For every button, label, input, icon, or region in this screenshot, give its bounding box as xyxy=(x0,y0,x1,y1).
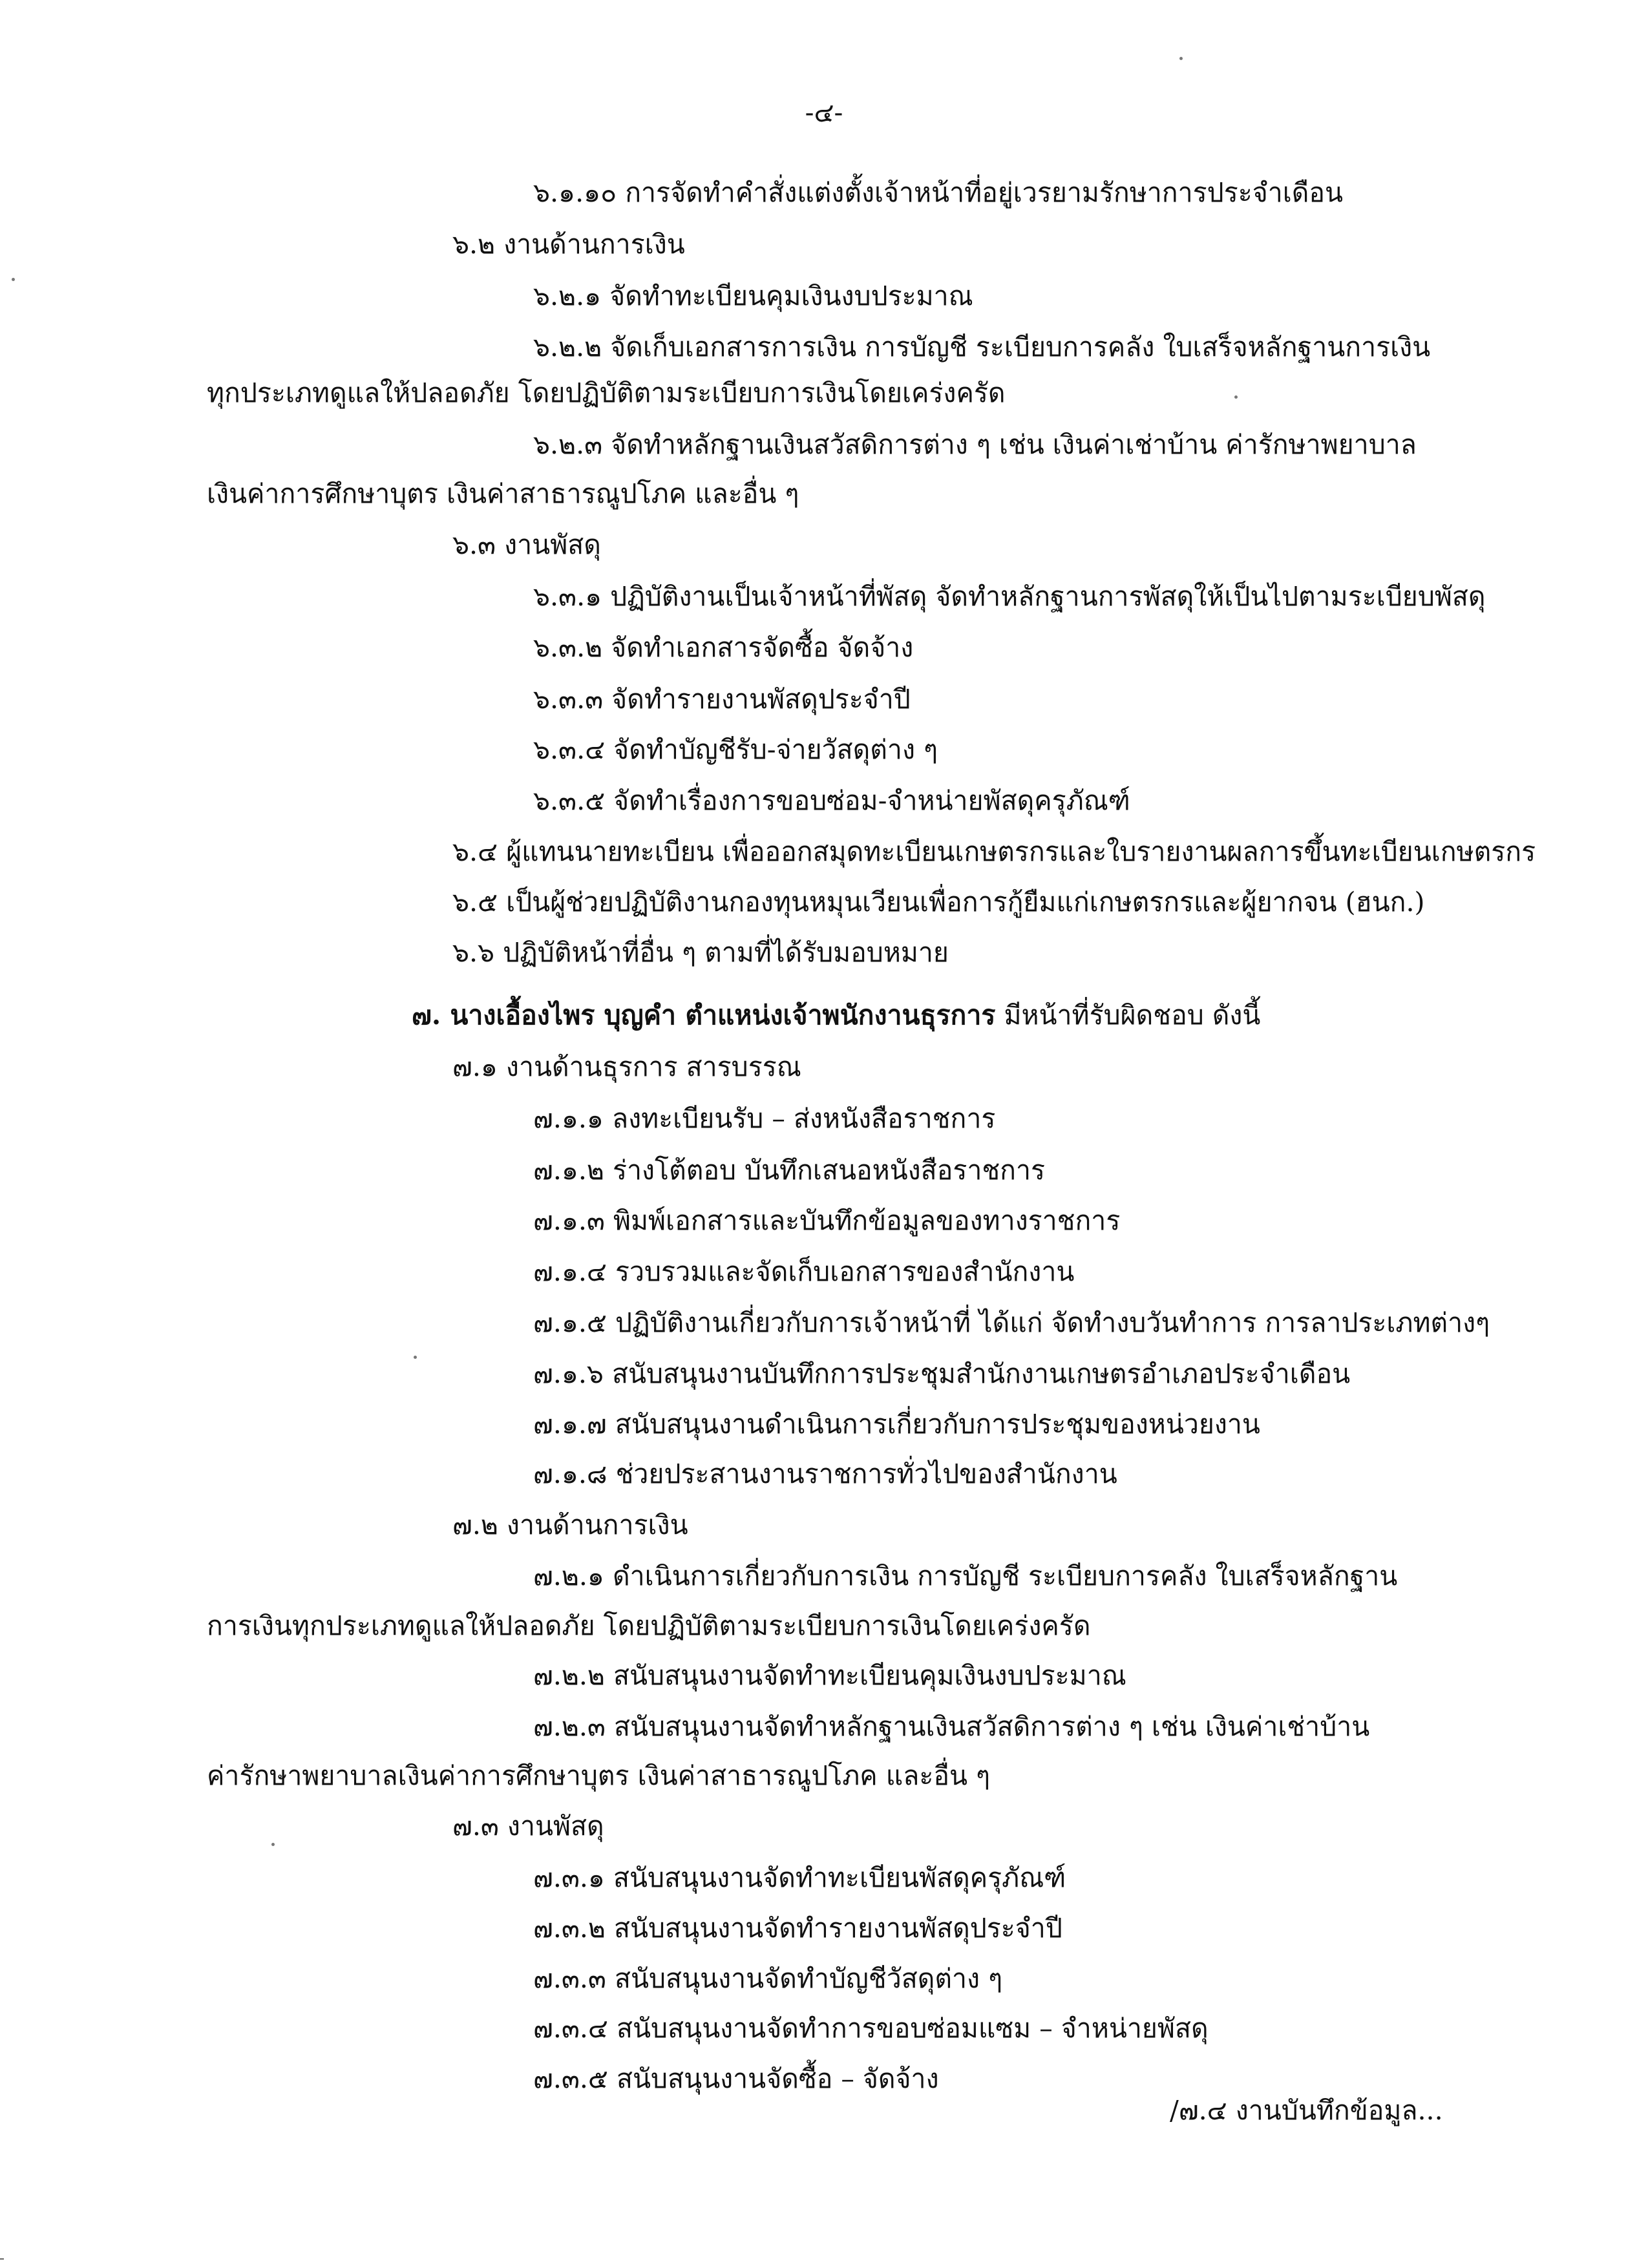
item-7-1-heading: ๗.๑ งานด้านธุรการ สารบรรณ xyxy=(452,1051,801,1082)
item-7-2-2: ๗.๒.๒ สนับสนุนงานจัดทำทะเบียนคุมเงินงบประมาณ xyxy=(533,1660,1126,1691)
item-6-2-3: ๖.๒.๓ จัดทำหลักฐานเงินสวัสดิการต่าง ๆ เช่น เงินค่าเช่าบ้าน ค่ารักษาพยาบาล xyxy=(533,429,1417,460)
item-6-3-5: ๖.๓.๕ จัดทำเรื่องการขอบซ่อม-จำหน่ายพัสดุครุภัณฑ์ xyxy=(533,785,1130,816)
page-number: -๔- xyxy=(805,97,843,128)
scan-speck xyxy=(271,1843,275,1846)
item-6-2-2: ๖.๒.๒ จัดเก็บเอกสารการเงิน การบัญชี ระเบียบการคลัง ใบเสร็จหลักฐานการเงิน xyxy=(533,331,1431,362)
item-7-1-6: ๗.๑.๖ สนับสนุนงานบันทึกการประชุมสำนักงานเกษตรอำเภอประจำเดือน xyxy=(533,1358,1351,1389)
item-6-3-heading: ๖.๓ งานพัสดุ xyxy=(452,529,601,560)
item-6-4: ๖.๔ ผู้แทนนายทะเบียน เพื่อออกสมุดทะเบียนเกษตรกรและใบรายงานผลการขึ้นทะเบียนเกษตรกร xyxy=(452,836,1536,867)
item-7-1-1: ๗.๑.๑ ลงทะเบียนรับ – ส่งหนังสือราชการ xyxy=(533,1103,996,1134)
scan-speck xyxy=(1234,395,1238,399)
item-6-2-3-continued: เงินค่าการศึกษาบุตร เงินค่าสาธารณูปโภค และอื่น ๆ xyxy=(207,478,799,509)
item-6-5: ๖.๕ เป็นผู้ช่วยปฏิบัติงานกองทุนหมุนเวียนเพื่อการกู้ยืมแก่เกษตรกรและผู้ยากจน (ฮนก.) xyxy=(452,887,1425,918)
item-6-2-heading: ๖.๒ งานด้านการเงิน xyxy=(452,229,685,260)
item-7-2-heading: ๗.๒ งานด้านการเงิน xyxy=(452,1509,688,1540)
item-7-3-heading: ๗.๓ งานพัสดุ xyxy=(452,1811,604,1842)
item-7-1-3: ๗.๑.๓ พิมพ์เอกสารและบันทึกข้อมูลของทางราชการ xyxy=(533,1205,1121,1236)
item-6-3-2: ๖.๓.๒ จัดทำเอกสารจัดซื้อ จัดจ้าง xyxy=(533,632,914,663)
scan-speck xyxy=(12,278,15,281)
item-6-3-1: ๖.๓.๑ ปฏิบัติงานเป็นเจ้าหน้าที่พัสดุ จัดทำหลักฐานการพัสดุให้เป็นไปตามระเบียบพัสดุ xyxy=(533,581,1486,612)
item-7-1-7: ๗.๑.๗ สนับสนุนงานดำเนินการเกี่ยวกับการประชุมของหน่วยงาน xyxy=(533,1409,1260,1440)
section-7-heading xyxy=(412,998,1260,1032)
item-7-1-4: ๗.๑.๔ รวบรวมและจัดเก็บเอกสารของสำนักงาน xyxy=(533,1256,1075,1287)
item-7-1-5: ๗.๑.๕ ปฏิบัติงานเกี่ยวกับการเจ้าหน้าที่ ได้แก่ จัดทำงบวันทำการ การลาประเภทต่างๆ xyxy=(533,1307,1490,1338)
item-6-6: ๖.๖ ปฏิบัติหน้าที่อื่น ๆ ตามที่ได้รับมอบหมาย xyxy=(452,937,949,968)
item-7-3-5: ๗.๓.๕ สนับสนุนงานจัดซื้อ – จัดจ้าง xyxy=(533,2063,939,2094)
item-7-2-1-continued: การเงินทุกประเภทดูแลให้ปลอดภัย โดยปฏิบัติตามระเบียบการเงินโดยเคร่งครัด xyxy=(207,1610,1091,1641)
item-6-3-4: ๖.๓.๔ จัดทำบัญชีรับ-จ่ายวัสดุต่าง ๆ xyxy=(533,734,938,765)
section-7-heading-bold: ๗. นางเอื้องไพร บุญคำ ตำแหน่งเจ้าพนักงานธุรการ xyxy=(412,1000,996,1031)
scan-speck xyxy=(414,1356,417,1359)
item-7-3-1: ๗.๓.๑ สนับสนุนงานจัดทำทะเบียนพัสดุครุภัณฑ์ xyxy=(533,1862,1066,1893)
item-6-2-1: ๖.๒.๑ จัดทำทะเบียนคุมเงินงบประมาณ xyxy=(533,280,973,311)
scan-speck xyxy=(1179,57,1183,60)
item-7-2-1: ๗.๒.๑ ดำเนินการเกี่ยวกับการเงิน การบัญชี ระเบียบการคลัง ใบเสร็จหลักฐาน xyxy=(533,1560,1398,1591)
item-7-3-2: ๗.๓.๒ สนับสนุนงานจัดทำรายงานพัสดุประจำปี xyxy=(533,1913,1062,1944)
item-6-1-10: ๖.๑.๑๐ การจัดทำคำสั่งแต่งตั้งเจ้าหน้าที่อยู่เวรยามรักษาการประจำเดือน xyxy=(533,177,1344,208)
item-6-2-2-continued: ทุกประเภทดูแลให้ปลอดภัย โดยปฏิบัติตามระเบียบการเงินโดยเคร่งครัด xyxy=(207,377,1006,408)
continuation-reference: /๗.๔ งานบันทึกข้อมูล... xyxy=(1170,2095,1443,2126)
item-7-1-2: ๗.๑.๒ ร่างโต้ตอบ บันทึกเสนอหนังสือราชการ xyxy=(533,1155,1046,1186)
item-7-2-3-continued: ค่ารักษาพยาบาลเงินค่าการศึกษาบุตร เงินค่าสาธารณูปโภค และอื่น ๆ xyxy=(207,1760,991,1791)
section-7-heading-suffix: มีหน้าที่รับผิดชอบ ดังนี้ xyxy=(995,1000,1261,1031)
item-7-1-8: ๗.๑.๘ ช่วยประสานงานราชการทั่วไปของสำนักงาน xyxy=(533,1458,1117,1489)
item-7-3-4: ๗.๓.๔ สนับสนุนงานจัดทำการขอบซ่อมแซม – จำหน่ายพัสดุ xyxy=(533,2013,1209,2044)
item-7-3-3: ๗.๓.๓ สนับสนุนงานจัดทำบัญชีวัสดุต่าง ๆ xyxy=(533,1963,1003,1994)
item-7-2-3: ๗.๒.๓ สนับสนุนงานจัดทำหลักฐานเงินสวัสดิการต่าง ๆ เช่น เงินค่าเช่าบ้าน xyxy=(533,1711,1370,1742)
item-6-3-3: ๖.๓.๓ จัดทำรายงานพัสดุประจำปี xyxy=(533,684,911,715)
scan-edge-mark xyxy=(0,2258,4,2260)
